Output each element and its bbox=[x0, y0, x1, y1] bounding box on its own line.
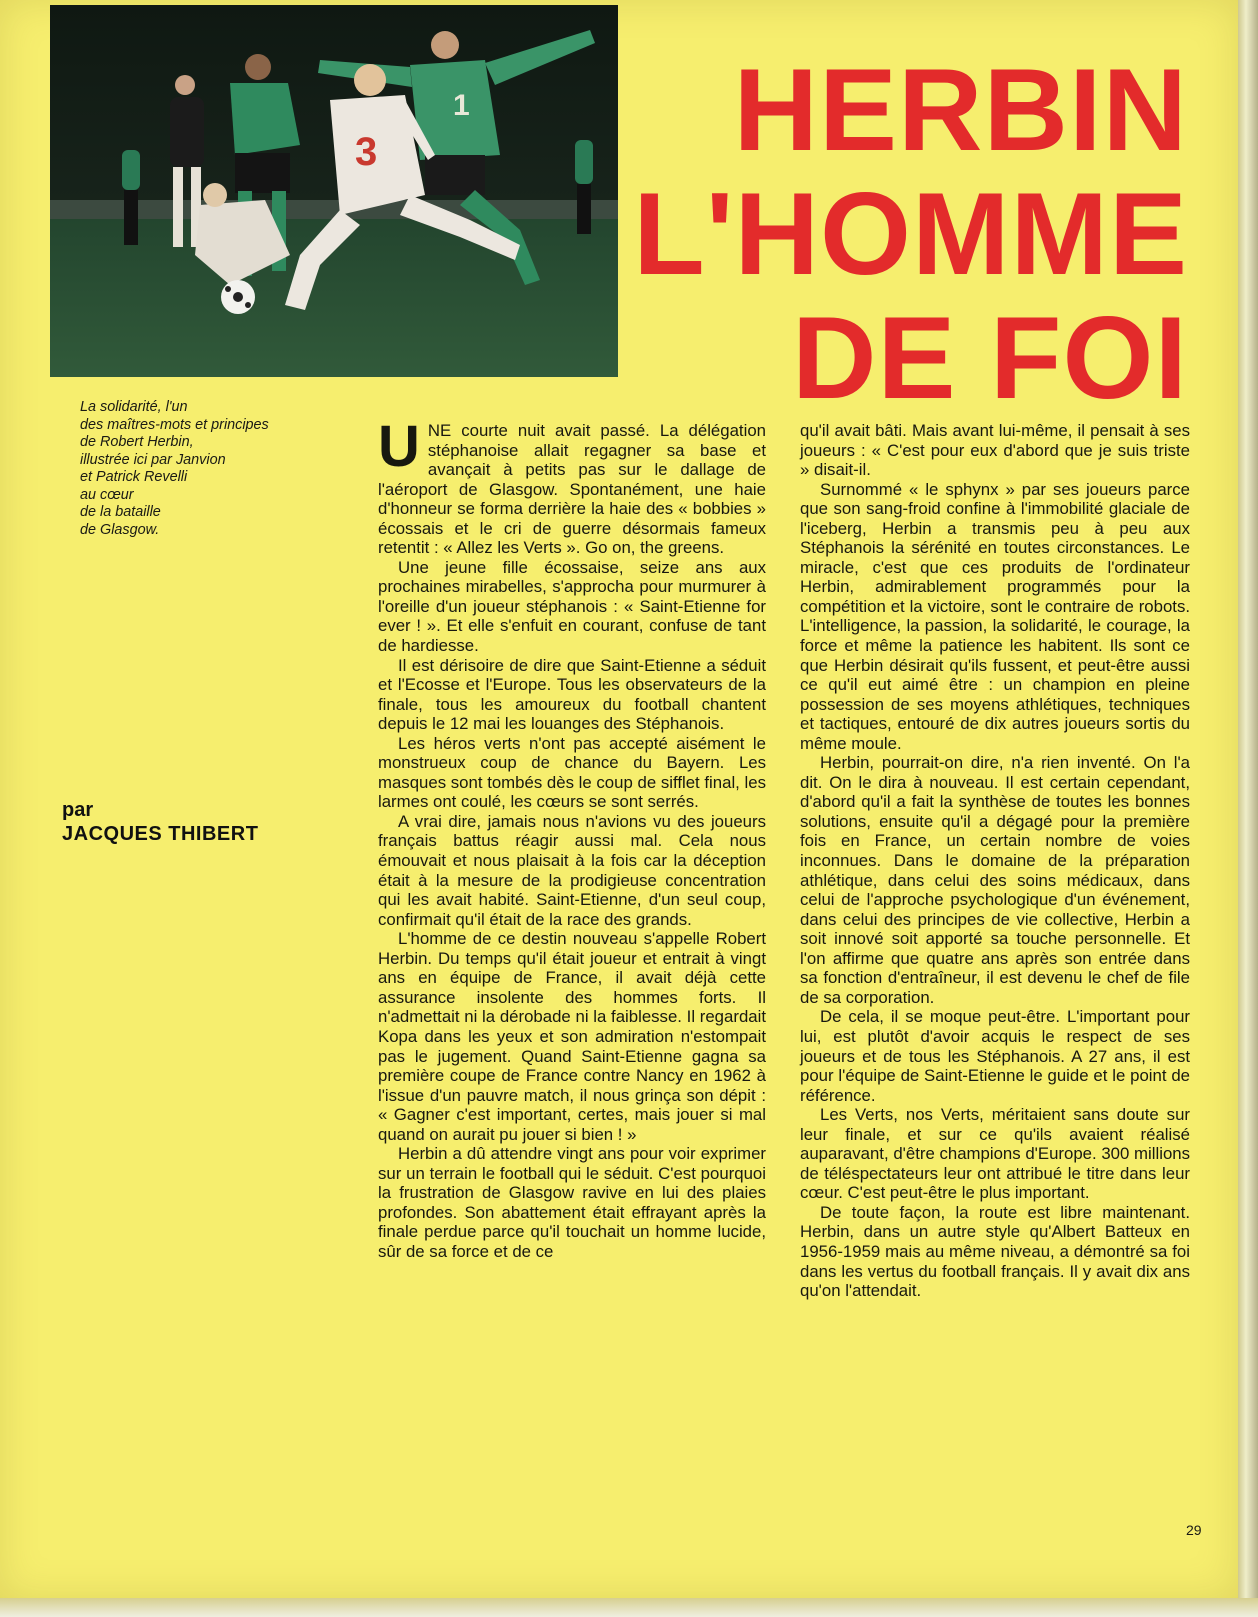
article-paragraph: UNE courte nuit avait passé. La délégation stéphanoise allait regagner sa base et avançait à petits pas sur le dallage de l'aéroport de Glasgow. Spontanément, une haie d'honneur se forma derrière la haie des « bobbies » écossais et le cri de guerre désormais fameux retentit : « Allez les Verts ». Go on, the greens. bbox=[378, 414, 766, 558]
article-paragraph: Herbin, pourrait-on dire, n'a rien inventé. On l'a dit. On le dira à nouveau. Il est certain cependant, d'abord qu'il a fait la synthèse de toutes les bonnes solutions, ensuite qu'il a dégagé pour la première fois en France, un certain nombre de voies inconnues. Dans le domaine de la préparation athlétique, dans celui des soins médicaux, dans celui de l'approche psychologique d'un événement, dans celui des principes de vie collective, Herbin a soit innové soit apporté sa touche personnelle. Et l'on affirme que quatre ans après son entrée dans sa fonction d'entraîneur, il est devenu le chef de file de sa corporation. bbox=[800, 753, 1190, 1007]
photo-caption bbox=[80, 399, 340, 539]
caption-line: de Robert Herbin, bbox=[80, 434, 194, 450]
page-bottom-edge bbox=[0, 1598, 1258, 1617]
article-paragraph: De cela, il se moque peut-être. L'important pour lui, est plutôt d'avoir acquis le respect de ses joueurs et de tous les Stéphanois. A 27 ans, il est pour l'équipe de Saint-Etienne le guide et le point de référence. bbox=[800, 1007, 1190, 1105]
article-paragraph: L'homme de ce destin nouveau s'appelle Robert Herbin. Du temps qu'il était joueur et entrait à vingt ans en équipe de France, il avait déjà cette assurance insolente des hommes forts. Il n'admettait ni la dérobade ni la faiblesse. Il regardait Kopa dans les yeux et son admiration n'estompait pas le jugement. Quand Saint-Etienne gagna sa première coupe de France contre Nancy en 1962 à l'issue d'un pauvre match, il nous grinça son dépit : « Gagner c'est important, certes, mais jouer si mal quand on aurait pu jouer si bien ! » bbox=[378, 929, 766, 1144]
caption-line: et Patrick Revelli bbox=[80, 469, 188, 485]
byline-prefix: par bbox=[62, 799, 94, 821]
article-column-2 bbox=[800, 421, 1190, 1301]
jersey-number-green: 1 bbox=[453, 89, 470, 122]
caption-line: illustrée ici par Janvion bbox=[80, 451, 226, 468]
article-column-1 bbox=[378, 414, 766, 1262]
article-paragraph: Les héros verts n'ont pas accepté aisément le monstrueux coup de chance du Bayern. Les masques sont tombés dès le coup de sifflet final, les larmes ont coulé, les cœurs se sont serrés. bbox=[378, 733, 766, 812]
caption-line: de la bataille bbox=[80, 504, 161, 520]
article-paragraph: A vrai dire, jamais nous n'avions vu des joueurs français battus réagir aussi mal. Cela nous émouvait et nous plaisait à la fois car la déception était à la mesure de la prodigieuse concentration qui les avait habité. Saint-Etienne, d'un seul coup, confirmait qu'il était de la race des grands. bbox=[378, 811, 766, 929]
title-line: DE FOI bbox=[791, 292, 1188, 423]
caption-line: au cœur bbox=[80, 486, 134, 503]
article-paragraph: Les Verts, nos Verts, méritaient sans doute sur leur finale, et sur ce qu'ils avaient réalisé auparavant, d'être champions d'Europe. 300 millions de téléspectateurs leur ont attribué le titre dans leur cœur. C'est peut-être le plus important. bbox=[800, 1105, 1190, 1203]
article-paragraph: Herbin a dû attendre vingt ans pour voir exprimer sur un terrain le football qui le séduit. C'est pourquoi la frustration de Glasgow ravive en lui des plaies profondes. Son abattement était effrayant après la finale perdue parce qu'il touchait un homme lucide, sûr de sa force et de ce bbox=[378, 1144, 766, 1261]
article-paragraph: Surnommé « le sphynx » par ses joueurs parce que son sang-froid confine à l'immobilité glaciale de l'iceberg, Herbin a transmis peu à peu aux Stéphanois la sérénité en toutes circonstances. Le miracle, c'est que ces produits de l'ordinateur Herbin, admirablement programmés pour la compétition et la victoire, sont le contraire de robots. L'intelligence, la passion, la solidarité, le courage, la force et même la patience les habitent. Ils sont ce que Herbin désirait qu'ils fussent, et peut-être aussi ce qu'il eut aimé être : un champion en pleine possession de ses moyens athlétiques, techniques et tactiques, entouré de dix autres joueurs sortis du même moule. bbox=[800, 479, 1190, 753]
page-number: 29 bbox=[1186, 1522, 1202, 1538]
football-match-photo bbox=[50, 5, 618, 377]
article-paragraph: qu'il avait bâti. Mais avant lui-même, il pensait à ses joueurs : « C'est pour eux d'abord que je suis triste » disait-il. bbox=[800, 421, 1190, 480]
article-paragraph: Il est dérisoire de dire que Saint-Etienne a séduit et l'Ecosse et l'Europe. Tous les observateurs de la finale, tous les amoureux du football chantent depuis le 12 mai les louanges des Stéphanois. bbox=[378, 655, 766, 734]
page-edge bbox=[1238, 0, 1258, 1617]
article-title bbox=[633, 44, 1188, 423]
article-paragraph: De toute façon, la route est libre maintenant. Herbin, dans un autre style qu'Albert Batteux en 1956-1959 mais au même niveau, a démontré sa foi dans les vertus du football français. Il y avait dix ans qu'on l'attendait. bbox=[800, 1202, 1190, 1301]
jersey-number-white: 3 bbox=[355, 130, 378, 174]
drop-cap: U bbox=[378, 414, 420, 479]
title-line: HERBIN bbox=[733, 44, 1188, 175]
caption-line: des maîtres-mots et principes bbox=[80, 416, 269, 433]
caption-line: La solidarité, l'un bbox=[80, 399, 188, 415]
author-name: JACQUES THIBERT bbox=[62, 823, 259, 845]
title-line: L'HOMME bbox=[633, 168, 1188, 299]
article-paragraph: Une jeune fille écossaise, seize ans aux prochaines mirabelles, s'approcha pour murmurer à l'oreille d'un joueur stéphanois : « Saint-Etienne for ever ! ». Et elle s'enfuit en courant, confuse de tant de hardiesse. bbox=[378, 557, 766, 656]
byline bbox=[62, 798, 258, 846]
caption-line: de Glasgow. bbox=[80, 521, 160, 538]
